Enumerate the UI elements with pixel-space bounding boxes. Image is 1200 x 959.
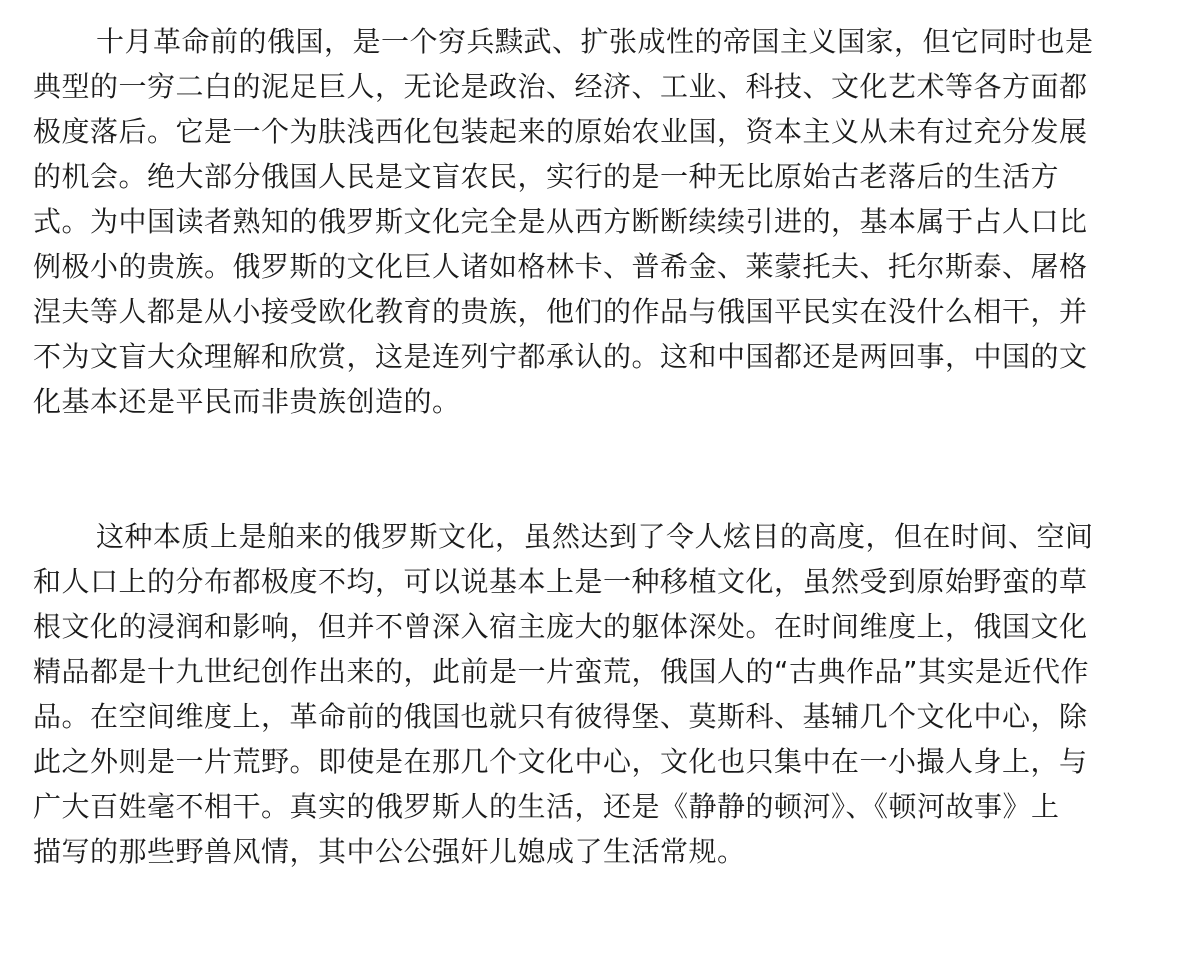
paragraph-line: 根文化的浸润和影响，但并不曾深入宿主庞大的躯体深处。在时间维度上，俄国文化: [33, 610, 1088, 643]
paragraph-line: 品。在空间维度上，革命前的俄国也就只有彼得堡、莫斯科、基辅几个文化中心，除: [33, 700, 1088, 733]
paragraph-1: [33, 19, 1178, 424]
paragraph-line: 这种本质上是舶来的俄罗斯文化，虽然达到了令人炫目的高度，但在时间、空间: [96, 520, 1094, 553]
paragraph-line: 例极小的贵族。俄罗斯的文化巨人诸如格林卡、普希金、莱蒙托夫、托尔斯泰、屠格: [33, 250, 1088, 283]
paragraph-spacer: [33, 424, 1178, 514]
paragraph-line: 化基本还是平民而非贵族创造的。: [33, 385, 461, 418]
paragraph-line: 精品都是十九世纪创作出来的，此前是一片蛮荒，俄国人的“古典作品”其实是近代作: [33, 655, 1090, 688]
paragraph-line: 不为文盲大众理解和欣赏，这是连列宁都承认的。这和中国都还是两回事，中国的文: [33, 340, 1088, 373]
paragraph-line: 描写的那些野兽风情，其中公公强奸儿媳成了生活常规。: [33, 835, 746, 868]
paragraph-line: 典型的一穷二白的泥足巨人，无论是政治、经济、工业、科技、文化艺术等各方面都: [33, 70, 1088, 103]
paragraph-line: 和人口上的分布都极度不均，可以说基本上是一种移植文化，虽然受到原始野蛮的草: [33, 565, 1088, 598]
paragraph-line: 极度落后。它是一个为肤浅西化包装起来的原始农业国，资本主义从未有过充分发展: [33, 115, 1088, 148]
paragraph-line: 广大百姓毫不相干。真实的俄罗斯人的生活，还是《静静的顿河》、《顿河故事》上: [33, 790, 1060, 823]
paragraph-line: 式。为中国读者熟知的俄罗斯文化完全是从西方断断续续引进的，基本属于占人口比: [33, 205, 1088, 238]
paragraph-line: 十月革命前的俄国，是一个穷兵黩武、扩张成性的帝国主义国家，但它同时也是: [96, 25, 1094, 58]
paragraph-line: 涅夫等人都是从小接受欧化教育的贵族，他们的作品与俄国平民实在没什么相干，并: [33, 295, 1088, 328]
document-body: [33, 19, 1178, 874]
paragraph-line: 的机会。绝大部分俄国人民是文盲农民，实行的是一种无比原始古老落后的生活方: [33, 160, 1060, 193]
paragraph-line: 此之外则是一片荒野。即使是在那几个文化中心，文化也只集中在一小撮人身上，与: [33, 745, 1088, 778]
paragraph-2: [33, 514, 1178, 874]
